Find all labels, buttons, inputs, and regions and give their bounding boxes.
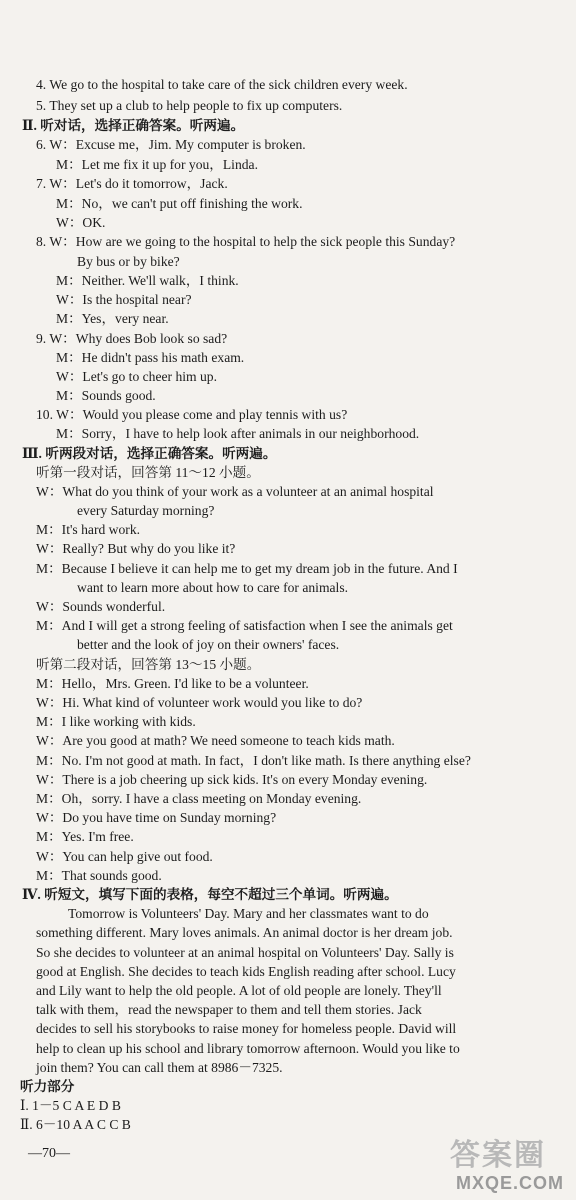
- text-line: W：Is the hospital near?: [56, 292, 192, 307]
- text-line: 6. W：Excuse me，Jim. My computer is broken.: [36, 137, 306, 152]
- text-line: M：Yes，very near.: [56, 311, 169, 326]
- text-line: M：He didn't pass his math exam.: [56, 350, 245, 365]
- text-line: W：OK.: [56, 215, 106, 230]
- text-line: W：There is a job cheering up sick kids. It's on every Monday evening.: [36, 772, 428, 787]
- text-line: 4. We go to the hospital to take care of the sick children every week.: [36, 77, 408, 92]
- text-line: 8. W：How are we going to the hospital to help the sick people this Sunday?: [36, 234, 456, 249]
- text-line: M：Because I believe it can help me to get my dream job in the future. And I: [36, 561, 458, 576]
- text-line: 5. They set up a club to help people to fix up computers.: [36, 98, 343, 113]
- text-line: join them? You can call them at 8986－7325.: [36, 1060, 283, 1075]
- text-line: M：Yes. I'm free.: [36, 829, 134, 844]
- text-line: M：Oh，sorry. I have a class meeting on Monday evening.: [36, 791, 362, 806]
- text-line: By bus or by bike?: [77, 254, 180, 269]
- text-line: and Lily want to help the old people. A lot of old people are lonely. They'll: [36, 983, 442, 998]
- text-line: 听第一段对话，回答第 11～12 小题。: [36, 465, 260, 480]
- text-line: 7. W：Let's do it tomorrow，Jack.: [36, 176, 228, 191]
- text-line: M：Hello，Mrs. Green. I'd like to be a volunteer.: [36, 676, 309, 691]
- text-line: help to clean up his school and library tomorrow afternoon. Would you like to: [36, 1041, 460, 1056]
- section-heading: Ⅳ. 听短文，填写下面的表格，每空不超过三个单词。听两遍。: [22, 887, 398, 902]
- page-number: —70—: [28, 1146, 70, 1161]
- text-line: every Saturday morning?: [77, 503, 215, 518]
- watermark-logo-text: 答案圈: [450, 1138, 546, 1173]
- text-line: M：I like working with kids.: [36, 714, 196, 729]
- text-line: want to learn more about how to care for animals.: [77, 580, 349, 595]
- text-line: M：No. I'm not good at math. In fact，I don't like math. Is there anything else?: [36, 753, 471, 768]
- text-line: talk with them，read the newspaper to them and tell them stories. Jack: [36, 1002, 422, 1017]
- section-heading: Ⅱ. 听对话，选择正确答案。听两遍。: [22, 118, 245, 133]
- text-line: decides to sell his storybooks to raise money for homeless people. David will: [36, 1021, 457, 1036]
- text-line: W：Really? But why do you like it?: [36, 541, 236, 556]
- text-line: M：That sounds good.: [36, 868, 162, 883]
- text-line: W：Let's go to cheer him up.: [56, 369, 218, 384]
- text-line: M：Neither. We'll walk，I think.: [56, 273, 239, 288]
- text-line: M：No，we can't put off finishing the work.: [56, 196, 303, 211]
- text-line: something different. Mary loves animals. An animal doctor is her dream job.: [36, 925, 453, 940]
- text-line: W：Hi. What kind of volunteer work would you like to do?: [36, 695, 363, 710]
- text-line: W：Do you have time on Sunday morning?: [36, 810, 277, 825]
- text-line: W：Are you good at math? We need someone to teach kids math.: [36, 733, 395, 748]
- text-line: W：You can help give out food.: [36, 849, 213, 864]
- text-line: 9. W：Why does Bob look so sad?: [36, 331, 228, 346]
- section-heading: Ⅲ. 听两段对话，选择正确答案。听两遍。: [22, 446, 277, 461]
- text-line: better and the look of joy on their owners' faces.: [77, 637, 340, 652]
- answer-line: Ⅱ. 6－10 A A C C B: [20, 1117, 131, 1132]
- text-line: good at English. She decides to teach kids English reading after school. Lucy: [36, 964, 456, 979]
- text-line: 听第二段对话，回答第 13～15 小题。: [36, 657, 261, 672]
- text-line: 10. W：Would you please come and play tennis with us?: [36, 407, 348, 422]
- text-line: So she decides to volunteer at an animal hospital on Volunteers' Day. Sally is: [36, 945, 454, 960]
- text-line: M：Sorry，I have to help look after animals in our neighborhood.: [56, 426, 420, 441]
- text-line: M：Let me fix it up for you，Linda.: [56, 157, 258, 172]
- text-line: M：And I will get a strong feeling of satisfaction when I see the animals get: [36, 618, 453, 633]
- text-line: Tomorrow is Volunteers' Day. Mary and her classmates want to do: [68, 906, 429, 921]
- text-line: W：What do you think of your work as a volunteer at an animal hospital: [36, 484, 434, 499]
- text-line: M：It's hard work.: [36, 522, 141, 537]
- watermark-url: MXQE.COM: [455, 1173, 564, 1193]
- text-line: M：Sounds good.: [56, 388, 156, 403]
- answer-line: Ⅰ. 1－5 C A E D B: [20, 1098, 121, 1113]
- answer-section-heading: 听力部分: [20, 1079, 75, 1094]
- text-line: W：Sounds wonderful.: [36, 599, 166, 614]
